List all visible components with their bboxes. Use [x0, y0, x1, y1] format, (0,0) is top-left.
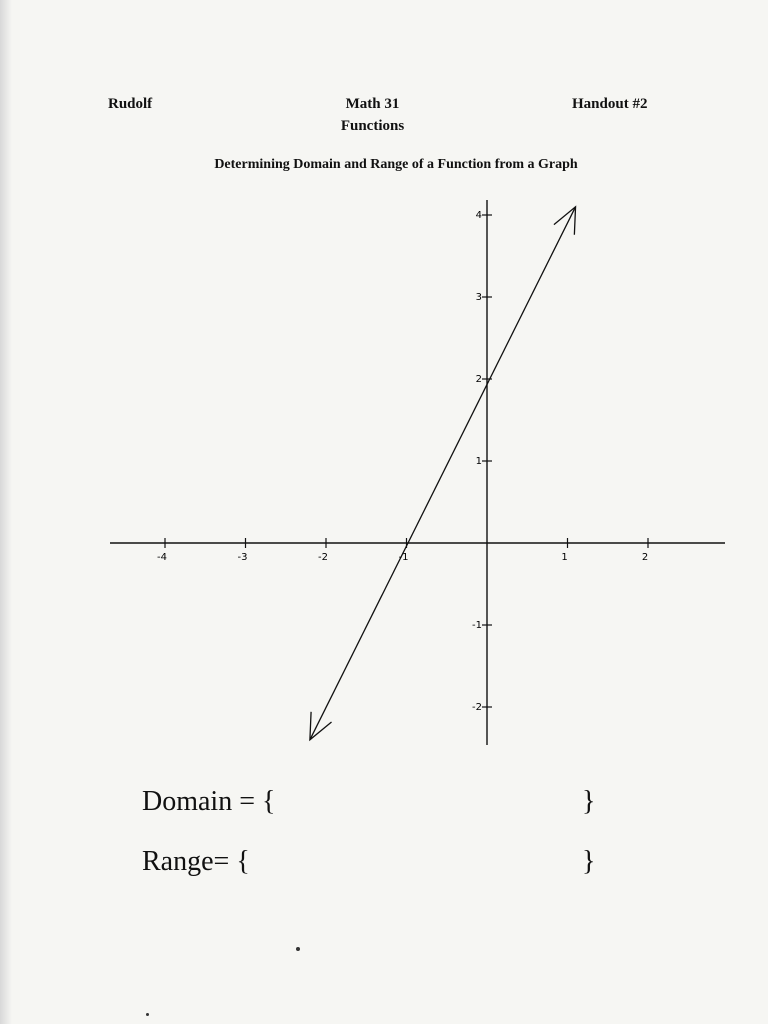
x-tick-label: -1 [398, 552, 409, 563]
topic-title: Functions [340, 118, 405, 134]
scan-speck [296, 947, 300, 951]
author-name: Rudolf [108, 96, 153, 112]
y-tick-label: 1 [475, 456, 482, 467]
y-tick-label: -1 [472, 620, 482, 631]
range-closing-brace: } [582, 846, 596, 877]
x-tick-label: -3 [237, 552, 248, 563]
x-tick-label: -2 [318, 552, 328, 563]
arrowhead [554, 207, 576, 235]
handout-number: Handout #2 [572, 96, 648, 112]
x-tick-label: 1 [561, 552, 568, 563]
x-tick-label: -4 [157, 552, 167, 563]
y-tick-label: -2 [472, 702, 482, 713]
y-tick-label: 3 [475, 292, 482, 303]
worksheet-subtitle: Determining Domain and Range of a Function from a Graph [214, 157, 578, 172]
y-tick-label: 2 [475, 374, 482, 385]
x-tick-label: 2 [641, 552, 649, 563]
domain-closing-brace: } [582, 786, 596, 817]
course-title: Math 31 [345, 96, 400, 112]
arrowhead [310, 712, 332, 740]
range-label: Range= { [142, 846, 250, 877]
function-line [310, 207, 576, 740]
scan-speck [146, 1013, 149, 1016]
domain-label: Domain = { [142, 786, 276, 817]
y-tick-label: 4 [475, 210, 482, 221]
